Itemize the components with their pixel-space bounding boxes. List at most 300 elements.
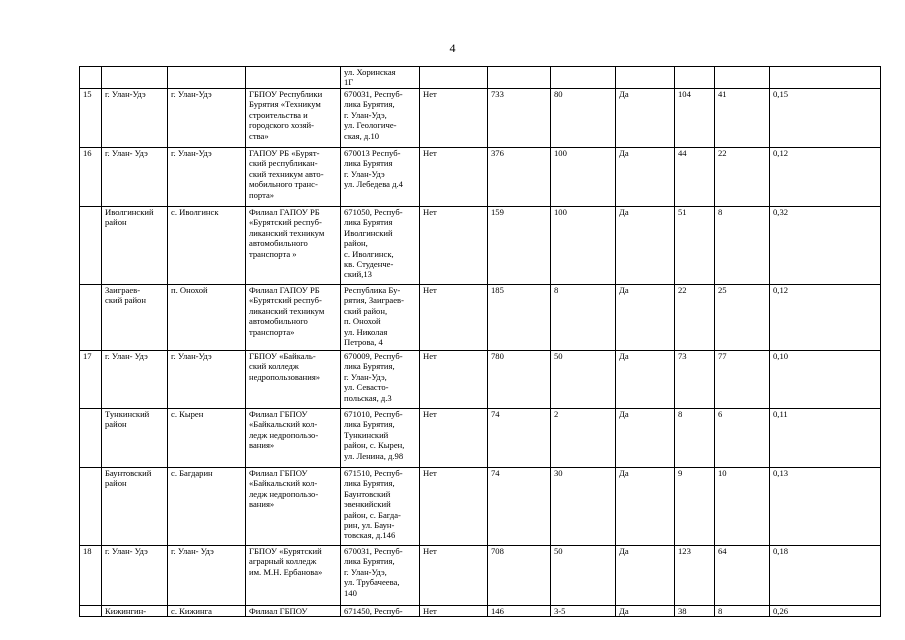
cell-text-line: 74	[491, 468, 500, 478]
cell-text-line: 0,13	[773, 468, 789, 478]
cell-text-line: 8	[718, 207, 723, 217]
table-cell-flag	[420, 148, 488, 207]
table-cell-locality	[168, 409, 246, 468]
cell-text-line: 159	[491, 207, 504, 217]
cell-text-line: товская, д.146	[344, 530, 396, 541]
table-cell-places	[551, 351, 616, 409]
cell-text-line: Да	[619, 606, 629, 616]
table-cell-avail	[616, 89, 675, 148]
cell-text-line: ул. Ленина, д.98	[344, 450, 404, 461]
table-cell-places	[551, 546, 616, 606]
cell-text-line: 671010, Респуб-	[344, 409, 403, 419]
table-cell-organization	[246, 546, 341, 606]
cell-text-line: 8	[718, 606, 723, 616]
cell-text-line: 104	[678, 89, 691, 99]
cell-text-line: 0,32	[773, 207, 789, 217]
cell-text-line: 100	[554, 148, 567, 158]
cell-text-line: 670013 Респуб-	[344, 148, 401, 158]
table-cell-locality	[168, 351, 246, 409]
table-cell-places	[551, 148, 616, 207]
cell-text-line: 0,11	[773, 409, 788, 419]
table-cell-municipality	[102, 148, 168, 207]
cell-text-line: ул. Севасто-	[344, 382, 389, 393]
cell-text-line: 671050, Респуб-	[344, 207, 403, 217]
table-cell-avail	[616, 285, 675, 351]
cell-text-line: недропользования»	[249, 371, 321, 382]
cell-text-line: лика Бурятия,	[344, 99, 395, 110]
cell-text-line: Тункинский	[344, 429, 389, 440]
table-cell-places	[551, 67, 616, 89]
cell-text-line: 9	[678, 468, 683, 478]
cell-text-line: Нет	[423, 89, 437, 99]
table-cell-c9	[675, 351, 715, 409]
cell-text-line: ледж недропользо-	[249, 429, 319, 440]
table-cell-ratio	[770, 606, 881, 617]
table-row	[80, 468, 881, 546]
cell-text-line: автомобильного	[249, 316, 308, 327]
table-cell-address	[341, 89, 420, 148]
table-cell-avail	[616, 409, 675, 468]
cell-text-line: Тункинский	[105, 409, 150, 419]
table-cell-organization	[246, 409, 341, 468]
cell-text-line: район,	[344, 238, 368, 249]
cell-text-line: Да	[619, 409, 629, 419]
cell-text-line: эвенкийский	[344, 499, 391, 510]
cell-text-line: строительства и	[249, 109, 308, 120]
cell-text-line: Нет	[423, 207, 437, 217]
table-cell-municipality	[102, 409, 168, 468]
cell-text-line: г. Улан- Удэ	[105, 351, 148, 361]
cell-text-line: им. М.Н. Ербанова»	[249, 566, 323, 577]
cell-text-line: 22	[718, 148, 727, 158]
table-cell-municipality	[102, 468, 168, 546]
table-cell-organization	[246, 606, 341, 617]
cell-text-line: 41	[718, 89, 727, 99]
table-cell-places	[551, 89, 616, 148]
cell-text-line: Нет	[423, 148, 437, 158]
cell-text-line: 0,12	[773, 285, 789, 295]
table-cell-address	[341, 285, 420, 351]
table-cell-locality	[168, 148, 246, 207]
cell-text-line: Нет	[423, 606, 437, 616]
table-cell-c9	[675, 468, 715, 546]
cell-text-line: с. Кижинга	[171, 606, 212, 616]
cell-text-line: г. Улан-Удэ	[344, 168, 385, 179]
cell-text-line: 38	[678, 606, 687, 616]
data-table	[79, 66, 881, 617]
cell-text-line: Да	[619, 351, 629, 361]
table-cell-locality	[168, 606, 246, 617]
cell-text-line: 0,26	[773, 606, 789, 616]
table-cell-c9	[675, 148, 715, 207]
cell-text-line: ский республикан-	[249, 158, 318, 169]
cell-text-line: 16	[83, 148, 92, 158]
table-cell-ratio	[770, 409, 881, 468]
table-cell-municipality	[102, 207, 168, 285]
table-cell-num	[80, 67, 102, 89]
cell-text-line: Заиграев-	[105, 285, 141, 295]
table-cell-organization	[246, 148, 341, 207]
cell-text-line: вания»	[249, 440, 275, 451]
cell-text-line: 10	[718, 468, 727, 478]
table-cell-address	[341, 468, 420, 546]
cell-text-line: 670031, Респуб-	[344, 546, 403, 556]
cell-text-line: польская, д.3	[344, 392, 392, 403]
table-row	[80, 89, 881, 148]
table-cell-address	[341, 546, 420, 606]
table-cell-c9	[675, 67, 715, 89]
table-cell-total	[488, 207, 551, 285]
cell-text-line: Филиал ГБПОУ	[249, 606, 308, 616]
cell-text-line: 0,10	[773, 351, 789, 361]
table-cell-organization	[246, 351, 341, 409]
table-row	[80, 67, 881, 89]
cell-text-line: мобильного транс-	[249, 179, 318, 190]
cell-text-line: ГБПОУ «Бурятский	[249, 546, 322, 556]
table-cell-address	[341, 67, 420, 89]
cell-text-line: Иволгинский	[105, 207, 154, 217]
table-cell-num	[80, 351, 102, 409]
table-cell-organization	[246, 468, 341, 546]
table-cell-locality	[168, 468, 246, 546]
cell-text-line: 671450, Респуб-	[344, 606, 403, 616]
cell-text-line: 15	[83, 89, 92, 99]
cell-text-line: Да	[619, 89, 629, 99]
table-cell-ratio	[770, 285, 881, 351]
table-cell-municipality	[102, 89, 168, 148]
cell-text-line: район	[105, 478, 127, 489]
table-cell-c9	[675, 89, 715, 148]
cell-text-line: 733	[491, 89, 504, 99]
cell-text-line: 1Г	[344, 77, 354, 88]
cell-text-line: 77	[718, 351, 727, 361]
cell-text-line: городского хозяй-	[249, 120, 315, 131]
cell-text-line: 2	[554, 409, 559, 419]
cell-text-line: ликанский техникум	[249, 227, 325, 238]
table-cell-avail	[616, 351, 675, 409]
table-cell-flag	[420, 546, 488, 606]
cell-text-line: 100	[554, 207, 567, 217]
table-cell-ratio	[770, 148, 881, 207]
cell-text-line: 123	[678, 546, 691, 556]
table-cell-num	[80, 89, 102, 148]
cell-text-line: 670031, Респуб-	[344, 89, 403, 99]
cell-text-line: 146	[491, 606, 504, 616]
cell-text-line: Филиал ГАПОУ РБ	[249, 285, 320, 295]
cell-text-line: лика Бурятия,	[344, 556, 395, 567]
cell-text-line: лика Бурятия,	[344, 361, 395, 372]
table-cell-places	[551, 468, 616, 546]
table-row	[80, 148, 881, 207]
cell-text-line: с. Иволгинск,	[344, 248, 394, 259]
cell-text-line: рин, ул. Баун-	[344, 520, 395, 531]
table-cell-total	[488, 148, 551, 207]
table-cell-total	[488, 606, 551, 617]
cell-text-line: 0,15	[773, 89, 789, 99]
cell-text-line: ликанский техникум	[249, 305, 325, 316]
table-cell-locality	[168, 546, 246, 606]
table-cell-c10	[715, 207, 770, 285]
table-cell-organization	[246, 207, 341, 285]
table-cell-municipality	[102, 606, 168, 617]
cell-text-line: район, с. Кырен,	[344, 440, 405, 451]
cell-text-line: с. Иволгинск	[171, 207, 219, 217]
table-row	[80, 606, 881, 617]
cell-text-line: порта»	[249, 189, 275, 200]
cell-text-line: 0,12	[773, 148, 789, 158]
table-cell-municipality	[102, 546, 168, 606]
cell-text-line: Филиал ГАПОУ РБ	[249, 207, 320, 217]
cell-text-line: 671510, Респуб-	[344, 468, 403, 478]
table-cell-c10	[715, 409, 770, 468]
cell-text-line: 50	[554, 351, 563, 361]
cell-text-line: 140	[344, 587, 357, 598]
cell-text-line: п. Онохой	[171, 285, 208, 295]
table-cell-flag	[420, 606, 488, 617]
cell-text-line: 51	[678, 207, 687, 217]
table-cell-flag	[420, 409, 488, 468]
cell-text-line: г. Улан- Удэ	[105, 546, 148, 556]
cell-text-line: г. Улан- Удэ	[171, 546, 214, 556]
table-cell-locality	[168, 67, 246, 89]
cell-text-line: 670009, Респуб-	[344, 351, 403, 361]
table-cell-flag	[420, 67, 488, 89]
table-cell-num	[80, 148, 102, 207]
cell-text-line: с. Кырен	[171, 409, 204, 419]
table-row	[80, 351, 881, 409]
cell-text-line: автомобильного	[249, 238, 308, 249]
table-cell-num	[80, 409, 102, 468]
cell-text-line: г. Улан-Удэ	[105, 89, 146, 99]
cell-text-line: ский,13	[344, 269, 372, 280]
table-cell-c10	[715, 285, 770, 351]
table-cell-c10	[715, 89, 770, 148]
cell-text-line: г. Улан-Удэ,	[344, 566, 387, 577]
table-cell-c10	[715, 67, 770, 89]
cell-text-line: район	[105, 217, 127, 228]
cell-text-line: 708	[491, 546, 504, 556]
cell-text-line: ГБПОУ Республики	[249, 89, 323, 99]
cell-text-line: 3-5	[554, 606, 566, 616]
cell-text-line: транспорта»	[249, 326, 295, 337]
cell-text-line: г. Улан-Удэ	[171, 351, 212, 361]
cell-text-line: ский колледж	[249, 361, 299, 372]
table-cell-c9	[675, 606, 715, 617]
cell-text-line: ул. Николая	[344, 326, 388, 337]
cell-text-line: г. Улан-Удэ	[171, 148, 212, 158]
cell-text-line: ГБПОУ «Байкаль-	[249, 351, 316, 361]
cell-text-line: Нет	[423, 468, 437, 478]
table-cell-organization	[246, 89, 341, 148]
table-cell-locality	[168, 207, 246, 285]
cell-text-line: Да	[619, 207, 629, 217]
cell-text-line: Баунтовский	[344, 488, 391, 499]
cell-text-line: Нет	[423, 409, 437, 419]
cell-text-line: г. Улан- Удэ	[105, 148, 148, 158]
table-cell-total	[488, 351, 551, 409]
table-cell-ratio	[770, 351, 881, 409]
table-row	[80, 285, 881, 351]
cell-text-line: Нет	[423, 546, 437, 556]
cell-text-line: 17	[83, 351, 92, 361]
table-cell-address	[341, 207, 420, 285]
cell-text-line: Республика Бу-	[344, 285, 401, 295]
cell-text-line: Петрова, 4	[344, 337, 383, 348]
table-cell-municipality	[102, 351, 168, 409]
cell-text-line: Нет	[423, 285, 437, 295]
table-cell-num	[80, 606, 102, 617]
table-cell-organization	[246, 67, 341, 89]
table-cell-avail	[616, 207, 675, 285]
cell-text-line: район	[105, 419, 127, 430]
cell-text-line: 44	[678, 148, 687, 158]
cell-text-line: с. Багдарин	[171, 468, 213, 478]
cell-text-line: ледж недропользо-	[249, 488, 319, 499]
cell-text-line: г. Улан-Удэ	[171, 89, 212, 99]
table-cell-locality	[168, 285, 246, 351]
cell-text-line: п. Онохой	[344, 316, 381, 327]
cell-text-line: «Бурятский респуб-	[249, 295, 322, 306]
table-cell-places	[551, 606, 616, 617]
cell-text-line: кв. Студенче-	[344, 259, 394, 270]
cell-text-line: «Байкальский кол-	[249, 478, 318, 489]
table-cell-c10	[715, 351, 770, 409]
cell-text-line: ства»	[249, 130, 269, 141]
cell-text-line: 8	[678, 409, 683, 419]
table-cell-organization	[246, 285, 341, 351]
table-cell-flag	[420, 89, 488, 148]
table-cell-ratio	[770, 67, 881, 89]
table-cell-address	[341, 606, 420, 617]
cell-text-line: вания»	[249, 499, 275, 510]
table-cell-num	[80, 546, 102, 606]
cell-text-line: 73	[678, 351, 687, 361]
table-row	[80, 207, 881, 285]
cell-text-line: лика Бурятия,	[344, 419, 395, 430]
cell-text-line: Да	[619, 546, 629, 556]
cell-text-line: 185	[491, 285, 504, 295]
table-cell-avail	[616, 67, 675, 89]
table-cell-total	[488, 285, 551, 351]
cell-text-line: Кижингин-	[105, 606, 147, 616]
cell-text-line: 376	[491, 148, 504, 158]
cell-text-line: «Байкальский кол-	[249, 419, 318, 430]
table-cell-municipality	[102, 67, 168, 89]
table-cell-ratio	[770, 89, 881, 148]
table-cell-total	[488, 89, 551, 148]
cell-text-line: 0,18	[773, 546, 789, 556]
table-cell-ratio	[770, 468, 881, 546]
table-cell-flag	[420, 285, 488, 351]
cell-text-line: ская, д.10	[344, 130, 380, 141]
table-cell-flag	[420, 351, 488, 409]
cell-text-line: аграрный колледж	[249, 556, 317, 567]
cell-text-line: ский район	[105, 295, 146, 306]
page-number: 4	[449, 41, 456, 55]
table-cell-c10	[715, 546, 770, 606]
table-cell-avail	[616, 468, 675, 546]
table-cell-total	[488, 468, 551, 546]
table-cell-places	[551, 285, 616, 351]
cell-text-line: 780	[491, 351, 504, 361]
cell-text-line: ул. Геологиче-	[344, 120, 397, 131]
table-cell-places	[551, 207, 616, 285]
table-cell-c10	[715, 468, 770, 546]
table-row	[80, 546, 881, 606]
cell-text-line: район, с. Багда-	[344, 509, 401, 520]
cell-text-line: 80	[554, 89, 563, 99]
cell-text-line: Да	[619, 148, 629, 158]
cell-text-line: 22	[678, 285, 687, 295]
table-cell-total	[488, 546, 551, 606]
cell-text-line: 6	[718, 409, 723, 419]
cell-text-line: ГАПОУ РБ «Бурят-	[249, 148, 320, 158]
cell-text-line: рятия, Заиграев-	[344, 295, 404, 306]
table-cell-c9	[675, 285, 715, 351]
cell-text-line: г. Улан-Удэ,	[344, 109, 387, 120]
table-cell-total	[488, 409, 551, 468]
cell-text-line: г. Улан-Удэ,	[344, 371, 387, 382]
cell-text-line: лика Бурятия	[344, 217, 393, 228]
cell-text-line: Филиал ГБПОУ	[249, 468, 308, 478]
table-cell-num	[80, 207, 102, 285]
table-cell-address	[341, 409, 420, 468]
cell-text-line: Филиал ГБПОУ	[249, 409, 308, 419]
cell-text-line: «Бурятский респуб-	[249, 217, 322, 228]
cell-text-line: 25	[718, 285, 727, 295]
cell-text-line: 50	[554, 546, 563, 556]
table-cell-c9	[675, 207, 715, 285]
cell-text-line: транспорта »	[249, 248, 297, 259]
cell-text-line: ул. Хоринская	[344, 67, 396, 77]
cell-text-line: 8	[554, 285, 559, 295]
table-cell-c9	[675, 409, 715, 468]
table-cell-flag	[420, 207, 488, 285]
cell-text-line: 18	[83, 546, 92, 556]
cell-text-line: ский район,	[344, 305, 388, 316]
cell-text-line: Нет	[423, 351, 437, 361]
cell-text-line: 64	[718, 546, 727, 556]
cell-text-line: 30	[554, 468, 563, 478]
table-cell-avail	[616, 148, 675, 207]
table-cell-locality	[168, 89, 246, 148]
table-cell-places	[551, 409, 616, 468]
table-cell-ratio	[770, 546, 881, 606]
table-cell-num	[80, 468, 102, 546]
cell-text-line: Баунтовский	[105, 468, 152, 478]
table-cell-ratio	[770, 207, 881, 285]
cell-text-line: Да	[619, 285, 629, 295]
table-cell-c10	[715, 606, 770, 617]
table-cell-c9	[675, 546, 715, 606]
table-cell-c10	[715, 148, 770, 207]
cell-text-line: лика Бурятия	[344, 158, 393, 169]
table-cell-num	[80, 285, 102, 351]
cell-text-line: ский техникум авто-	[249, 168, 324, 179]
table-row	[80, 409, 881, 468]
table-cell-municipality	[102, 285, 168, 351]
table-cell-address	[341, 148, 420, 207]
cell-text-line: Бурятия «Техникум	[249, 99, 321, 110]
table-cell-total	[488, 67, 551, 89]
cell-text-line: Да	[619, 468, 629, 478]
cell-text-line: ул. Трубачеева,	[344, 577, 400, 588]
table-cell-flag	[420, 468, 488, 546]
cell-text-line: лика Бурятия,	[344, 478, 395, 489]
table-cell-address	[341, 351, 420, 409]
cell-text-line: Иволгинский	[344, 227, 393, 238]
cell-text-line: 74	[491, 409, 500, 419]
